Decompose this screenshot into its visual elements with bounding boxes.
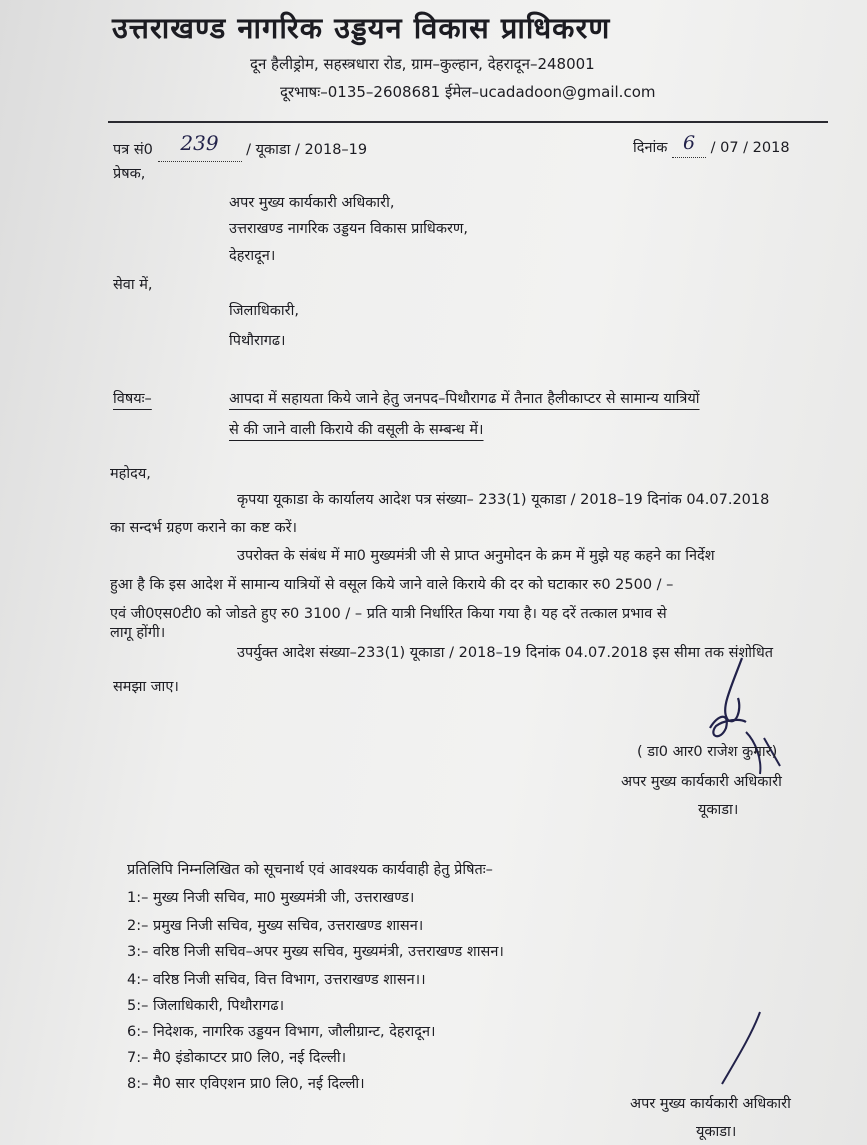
reference-line	[113, 131, 368, 160]
recipient-line-1: जिलाधिकारी,	[229, 303, 299, 319]
para2-line-3: एवं जी0एस0टी0 को जोडते हुए रु0 3100 / – प्रति यात्री निर्धारित किया गया है। यह दरें तत्काल प्रभाव से	[110, 606, 667, 622]
date-rest: / 07 / 2018	[710, 140, 790, 156]
letterhead-divider	[108, 121, 828, 123]
date-label: दिनांक	[633, 140, 668, 156]
signatory-designation: अपर मुख्य कार्यकारी अधिकारी	[621, 774, 782, 790]
sender-line-2: उत्तराखण्ड नागरिक उड्डयन विकास प्राधिकरण,	[229, 221, 468, 237]
letterhead-address: दून हैलीड्रोम, सहस्त्रधारा रोड, ग्राम–कुल्हान, देहरादून–248001	[250, 55, 595, 73]
sender-line-1: अपर मुख्य कार्यकारी अधिकारी,	[229, 195, 395, 211]
initial-stroke	[716, 1008, 766, 1088]
copy-item: 5:– जिलाधिकारी, पिथौरागढ।	[127, 998, 285, 1014]
copy-item: 4:– वरिष्ठ निजी सचिव, वित्त विभाग, उत्तराखण्ड शासन।।	[127, 972, 426, 988]
footer-org: यूकाडा।	[696, 1124, 737, 1140]
para1-line-1: कृपया यूकाडा के कार्यालय आदेश पत्र संख्या– 233(1) यूकाडा / 2018–19 दिनांक 04.07.2018	[237, 492, 770, 508]
para1-line-2: का सन्दर्भ ग्रहण कराने का कष्ट करें।	[110, 520, 298, 536]
recipient-label: सेवा में,	[113, 277, 153, 293]
subject-line-2: से की जाने वाली किराये की वसूली के सम्बन्ध में।	[229, 422, 484, 438]
footer-designation: अपर मुख्य कार्यकारी अधिकारी	[630, 1096, 791, 1112]
signatory-name: ( डा0 आर0 राजेश कुमार)	[637, 744, 778, 760]
letterhead-contact: दूरभाषः–0135–2608681 ईमेल–ucadadoon@gmail.com	[280, 83, 656, 101]
subject-label: विषयः–	[113, 391, 152, 407]
copy-item: 2:– प्रमुख निजी सचिव, मुख्य सचिव, उत्तराखण्ड शासन।	[127, 918, 424, 934]
copy-item: 6:– निदेशक, नागरिक उड्डयन विभाग, जौलीग्रान्ट, देहरादून।	[127, 1024, 436, 1040]
copy-item: 8:– मै0 सार एविएशन प्रा0 लि0, नई दिल्ली।	[127, 1076, 365, 1092]
para2-line-1: उपरोक्त के संबंध में मा0 मुख्यमंत्री जी से प्राप्त अनुमोदन के क्रम में मुझे यह कहने का निर्देश	[237, 548, 715, 564]
para2-line-2: हुआ है कि इस आदेश में सामान्य यात्रियों से वसूल किये जाने वाले किराये की दर को घटाकार रु0 2500 / –	[110, 577, 674, 593]
sender-label: प्रेषक,	[113, 166, 146, 182]
para3-line-1: उपर्युक्त आदेश संख्या–233(1) यूकाडा / 2018–19 दिनांक 04.07.2018 इस सीमा तक संशोधित	[237, 645, 774, 661]
salutation: महोदय,	[110, 466, 151, 482]
date-line	[633, 132, 790, 158]
recipient-line-2: पिथौरागढ।	[229, 333, 286, 349]
reference-suffix: / यूकाडा / 2018–19	[246, 142, 368, 158]
copies-intro: प्रतिलिपि निम्नलिखित को सूचनार्थ एवं आवश्यक कार्यवाही हेतु प्रेषितः–	[127, 862, 493, 878]
copy-item: 1:– मुख्य निजी सचिव, मा0 मुख्यमंत्री जी, उत्तराखण्ड।	[127, 890, 415, 906]
date-day: 6	[682, 132, 696, 154]
para3-line-2: समझा जाए।	[113, 679, 179, 695]
copy-item: 3:– वरिष्ठ निजी सचिव–अपर मुख्य सचिव, मुख्यमंत्री, उत्तराखण्ड शासन।	[127, 944, 504, 960]
signatory-org: यूकाडा।	[698, 802, 739, 818]
reference-prefix: पत्र सं0	[113, 142, 153, 158]
subject-line-1: आपदा में सहायता किये जाने हेतु जनपद–पिथौरागढ में तैनात हैलीकाप्टर से सामान्य यात्रियों	[229, 391, 700, 407]
copy-item: 7:– मै0 इंडोकाप्टर प्रा0 लि0, नई दिल्ली।	[127, 1050, 347, 1066]
letterhead-title: उत्तराखण्ड नागरिक उड्डयन विकास प्राधिकरण	[112, 11, 611, 45]
para2-line-4: लागू होंगी।	[110, 625, 166, 641]
sender-line-3: देहरादून।	[229, 248, 276, 264]
reference-number: 239	[180, 131, 219, 155]
